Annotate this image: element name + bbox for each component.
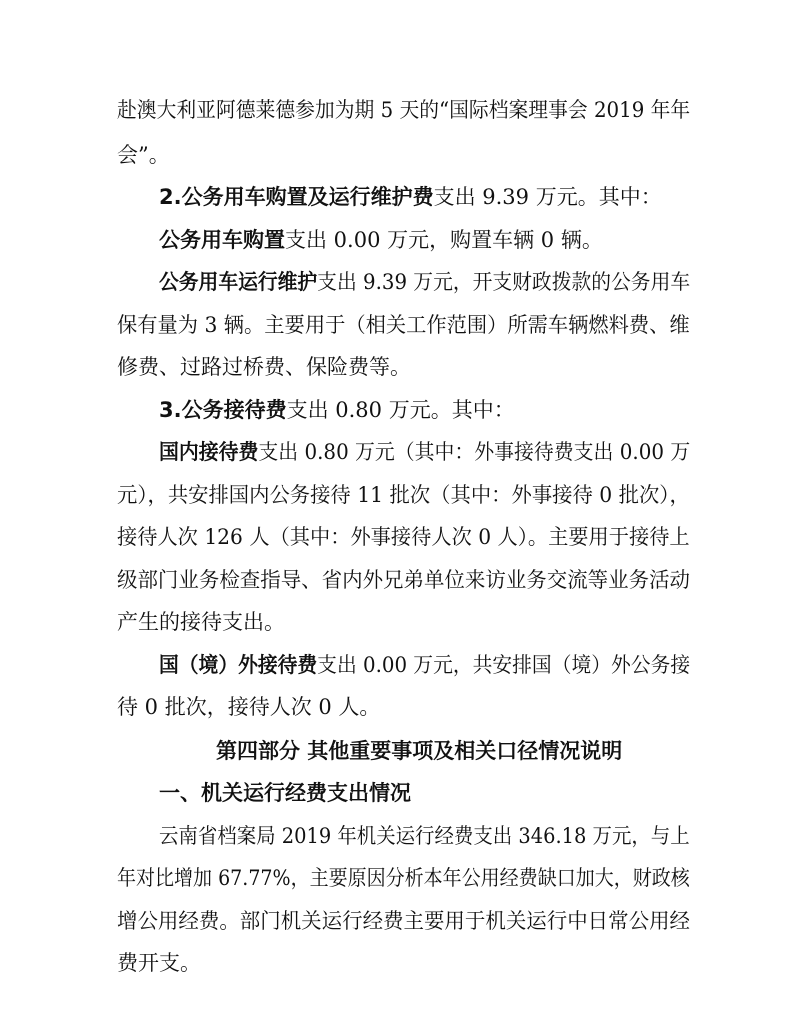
paragraph-line [117,311,690,339]
line-text: 费开支。 [117,951,201,975]
paragraph-line [117,608,285,636]
paragraph-line [159,438,690,466]
paragraph-line [159,268,690,296]
line-text: 支出 9.39 万元，开支财政拨款的公务用车 [317,270,691,294]
line-text: 支出 0.80 万元（其中：外事接待费支出 0.00 万 [258,440,691,464]
paragraph-line [117,523,690,551]
paragraph-line [117,141,170,169]
line-text: 支出 0.80 万元。其中： [286,398,515,422]
paragraph-line [159,226,603,254]
line-text: 赴澳大利亚阿德莱德参加为期 5 天的“国际档案理事会 2019 年年 [117,98,691,122]
bold-term: 3.公务接待费 [159,398,287,422]
line-text: 保有量为 3 辆。主要用于（相关工作范围）所需车辆燃料费、维 [117,313,690,337]
paragraph-line [159,396,515,424]
paragraph-line [159,651,690,679]
paragraph-line [117,949,201,977]
paragraph-line [117,864,690,892]
paragraph-line [117,96,690,124]
line-text: 年对比增加 67.77%，主要原因分析本年公用经费缺口加大，财政核 [117,866,690,890]
heading-text: 一、机关运行经费支出情况 [159,781,411,805]
line-text: 支出 0.00 万元，购置车辆 0 辆。 [285,228,603,252]
paragraph-line [117,353,411,381]
line-text: 修费、过路过桥费、保险费等。 [117,355,411,379]
line-text: 增公用经费。部门机关运行经费主要用于机关运行中日常公用经 [117,909,691,933]
line-text: 接待人次 126 人（其中：外事接待人次 0 人）。主要用于接待上 [117,525,690,549]
section-heading [216,737,622,765]
bold-term: 2.公务用车购置及运行维护费 [159,185,434,209]
line-text: 云南省档案局 2019 年机关运行经费支出 346.18 万元，与上 [159,824,690,848]
paragraph-line [159,822,690,850]
line-text: 元），共安排国内公务接待 11 批次（其中：外事接待 0 批次）， [117,483,690,507]
paragraph-line [117,566,690,594]
subsection-heading [159,779,411,807]
line-text: 支出 0.00 万元，共安排国（境）外公务接 [317,653,691,677]
line-text: 会”。 [117,143,170,167]
line-text: 级部门业务检查指导、省内外兄弟单位来访业务交流等业务活动 [117,568,691,592]
bold-term: 公务用车运行维护 [159,270,318,294]
line-text: 支出 9.39 万元。其中： [433,185,662,209]
bold-term: 公务用车购置 [159,228,285,252]
paragraph-line [117,907,690,935]
paragraph-line [159,183,662,211]
bold-term: 国内接待费 [159,440,259,464]
line-text: 待 0 批次，接待人次 0 人。 [117,695,381,719]
paragraph-line [117,481,690,509]
line-text: 产生的接待支出。 [117,610,285,634]
heading-text: 第四部分 其他重要事项及相关口径情况说明 [216,739,623,763]
bold-term: 国（境）外接待费 [159,653,318,677]
paragraph-line [117,693,380,721]
